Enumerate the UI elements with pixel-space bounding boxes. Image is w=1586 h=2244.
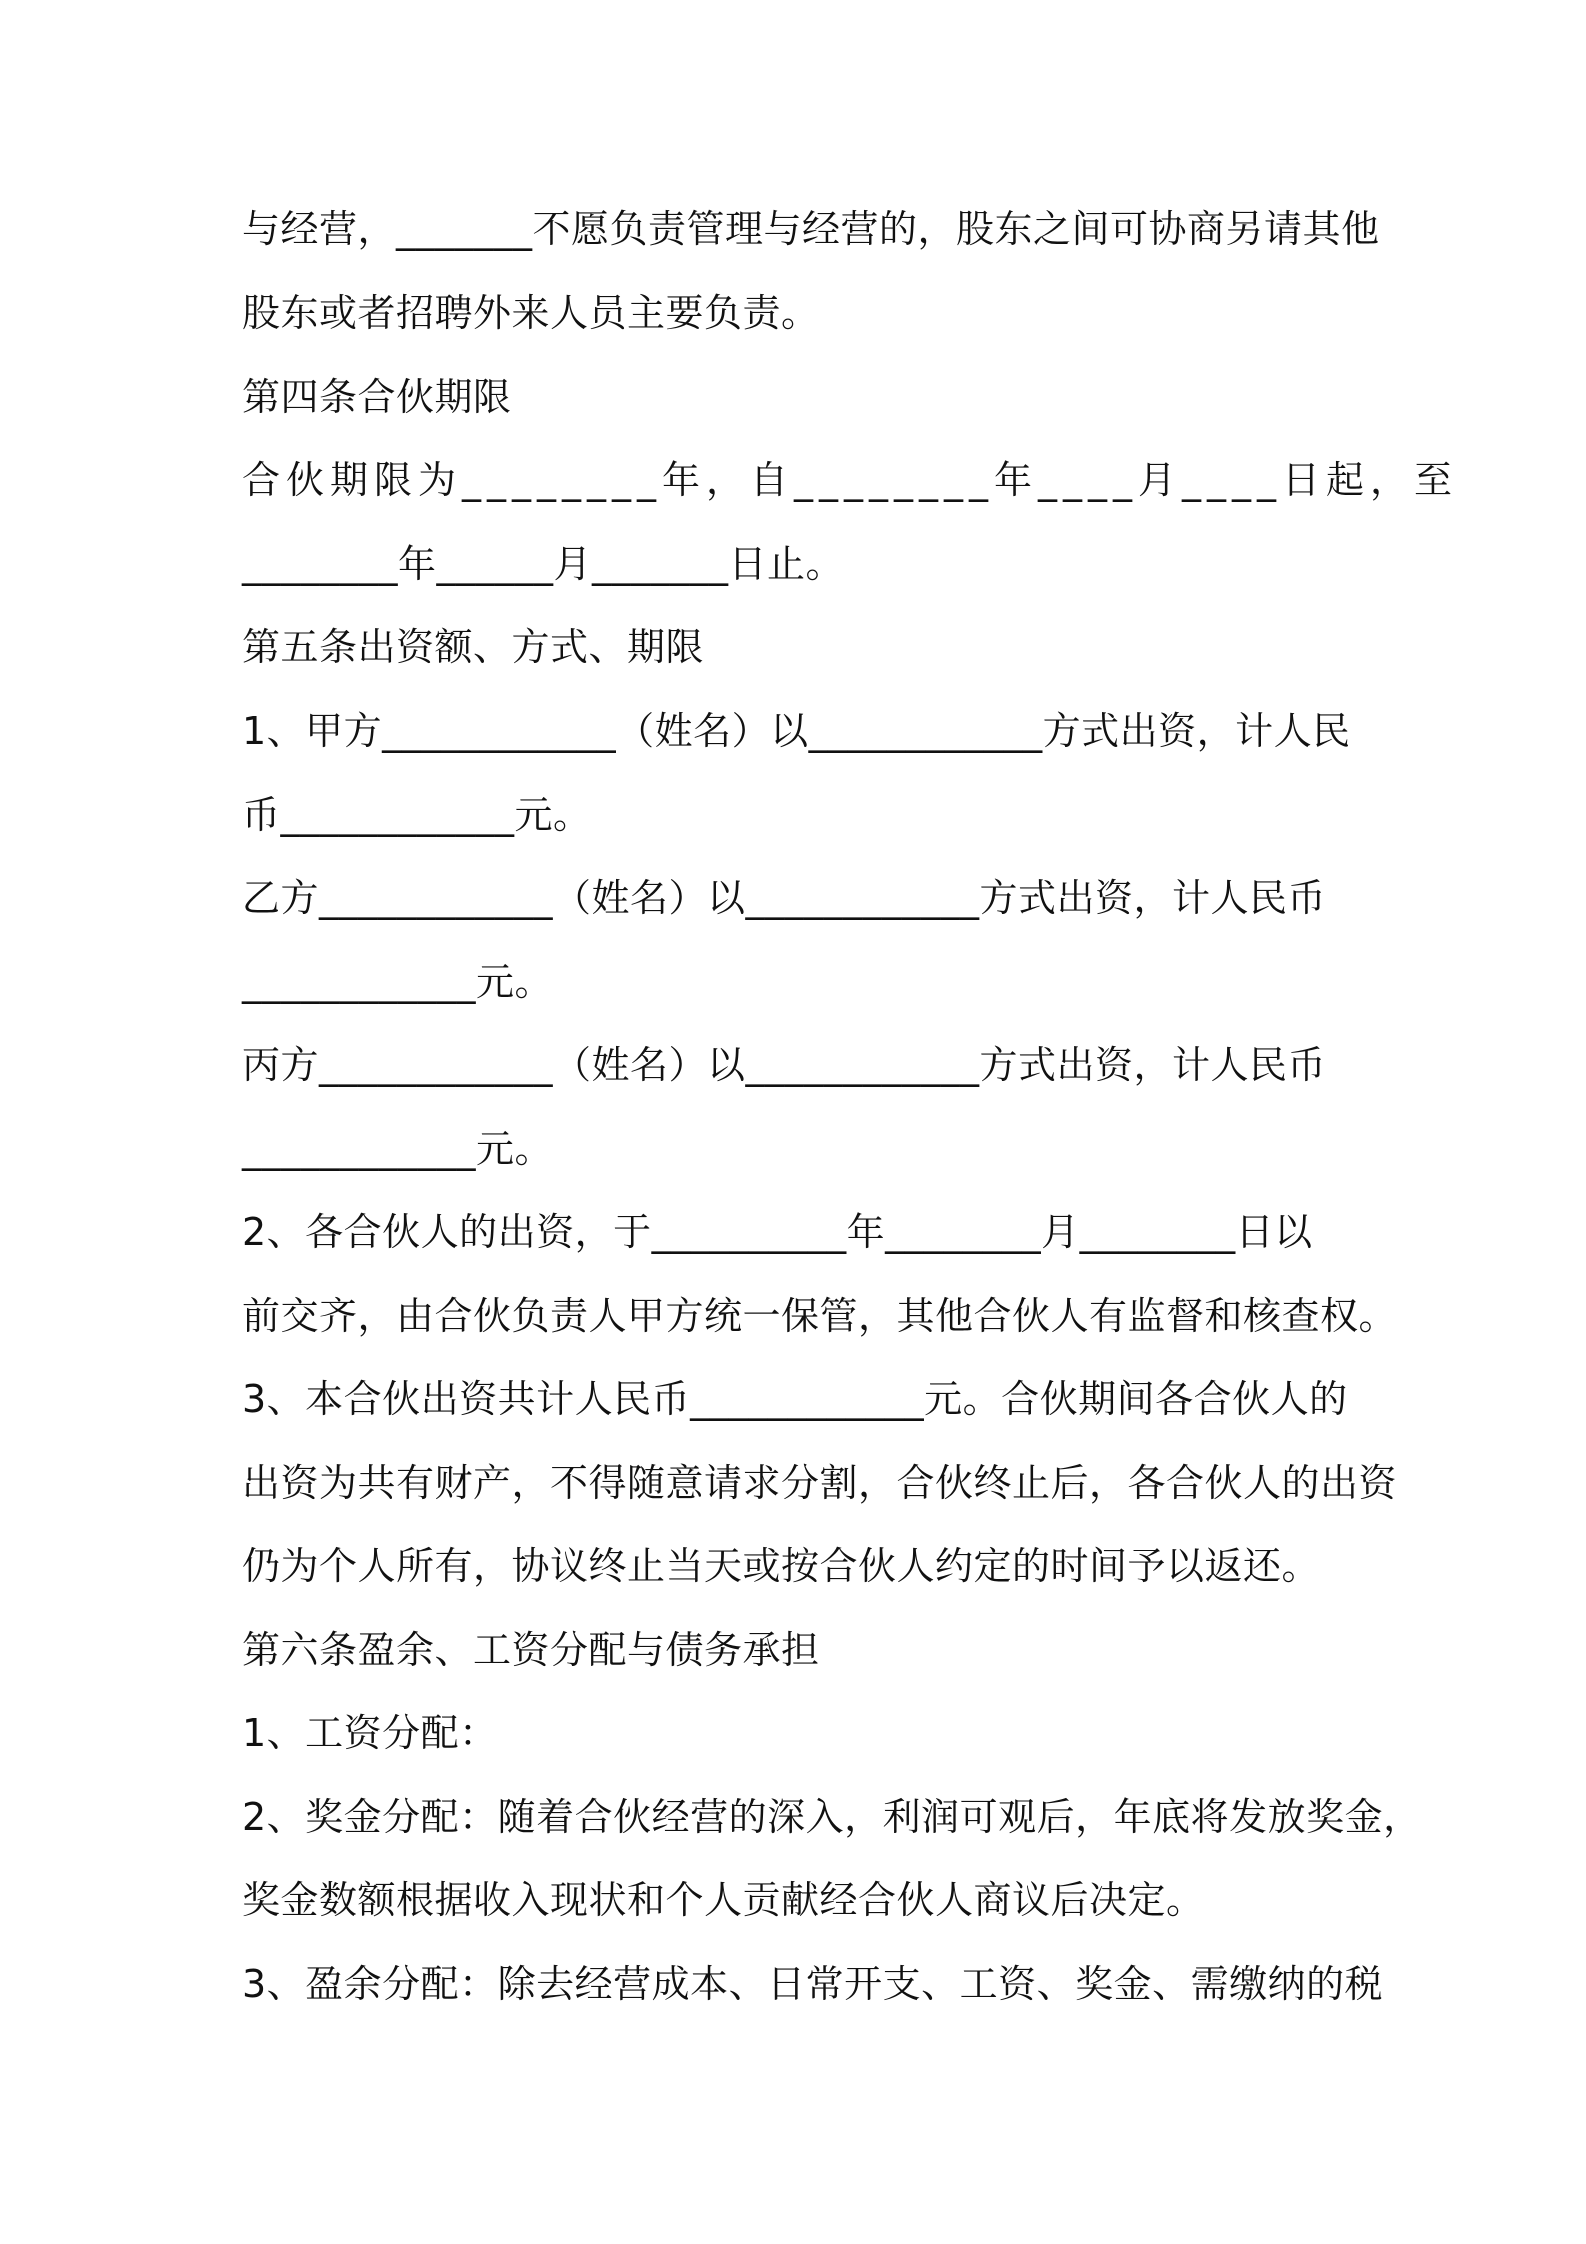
bonus-distribution: 2、奖金分配：随着合伙经营的深入，利润可观后，年底将发放奖金， bbox=[242, 1795, 1422, 1839]
contribution-party-a-amount: 币____________元。 bbox=[242, 793, 592, 837]
contribution-custody: 前交齐，由合伙负责人甲方统一保管，其他合伙人有监督和核查权。 bbox=[242, 1294, 1398, 1338]
surplus-distribution: 3、盈余分配：除去经营成本、日常开支、工资、奖金、需缴纳的税 bbox=[242, 1962, 1384, 2006]
contribution-party-c: 丙方____________（姓名）以____________方式出资，计人民币 bbox=[242, 1043, 1327, 1087]
contribution-party-a: 1、甲方____________（姓名）以____________方式出资，计人民 bbox=[242, 709, 1351, 753]
paragraph-line-2: 股东或者招聘外来人员主要负责。 bbox=[242, 291, 820, 335]
paragraph-line-1: 与经营，_______不愿负责管理与经营的，股东之间可协商另请其他 bbox=[242, 207, 1380, 251]
paragraph-line-term-end: ________年______月_______日止。 bbox=[242, 542, 845, 586]
section-heading-article-6: 第六条盈余、工资分配与债务承担 bbox=[242, 1628, 820, 1672]
section-heading-article-5: 第五条出资额、方式、期限 bbox=[242, 625, 705, 669]
return-clause: 仍为个人所有，协议终止当天或按合伙人约定的时间予以返还。 bbox=[242, 1544, 1321, 1588]
common-property-clause: 出资为共有财产，不得随意请求分割，合伙终止后，各合伙人的出资 bbox=[242, 1461, 1398, 1505]
contribution-party-b-amount: ____________元。 bbox=[242, 960, 554, 1004]
paragraph-line-term: 合伙期限为________年，自________年____月____日起，至 bbox=[242, 458, 1459, 502]
contribution-party-c-amount: ____________元。 bbox=[242, 1127, 554, 1171]
contribution-deadline: 2、各合伙人的出资，于__________年________月________日以 bbox=[242, 1210, 1313, 1254]
total-contribution: 3、本合伙出资共计人民币____________元。合伙期间各合伙人的 bbox=[242, 1377, 1348, 1421]
section-heading-article-4: 第四条合伙期限 bbox=[242, 375, 512, 419]
contribution-party-b: 乙方____________（姓名）以____________方式出资，计人民币 bbox=[242, 876, 1327, 920]
bonus-amount-clause: 奖金数额根据收入现状和个人贡献经合伙人商议后决定。 bbox=[242, 1878, 1205, 1922]
salary-distribution: 1、工资分配： bbox=[242, 1711, 498, 1755]
